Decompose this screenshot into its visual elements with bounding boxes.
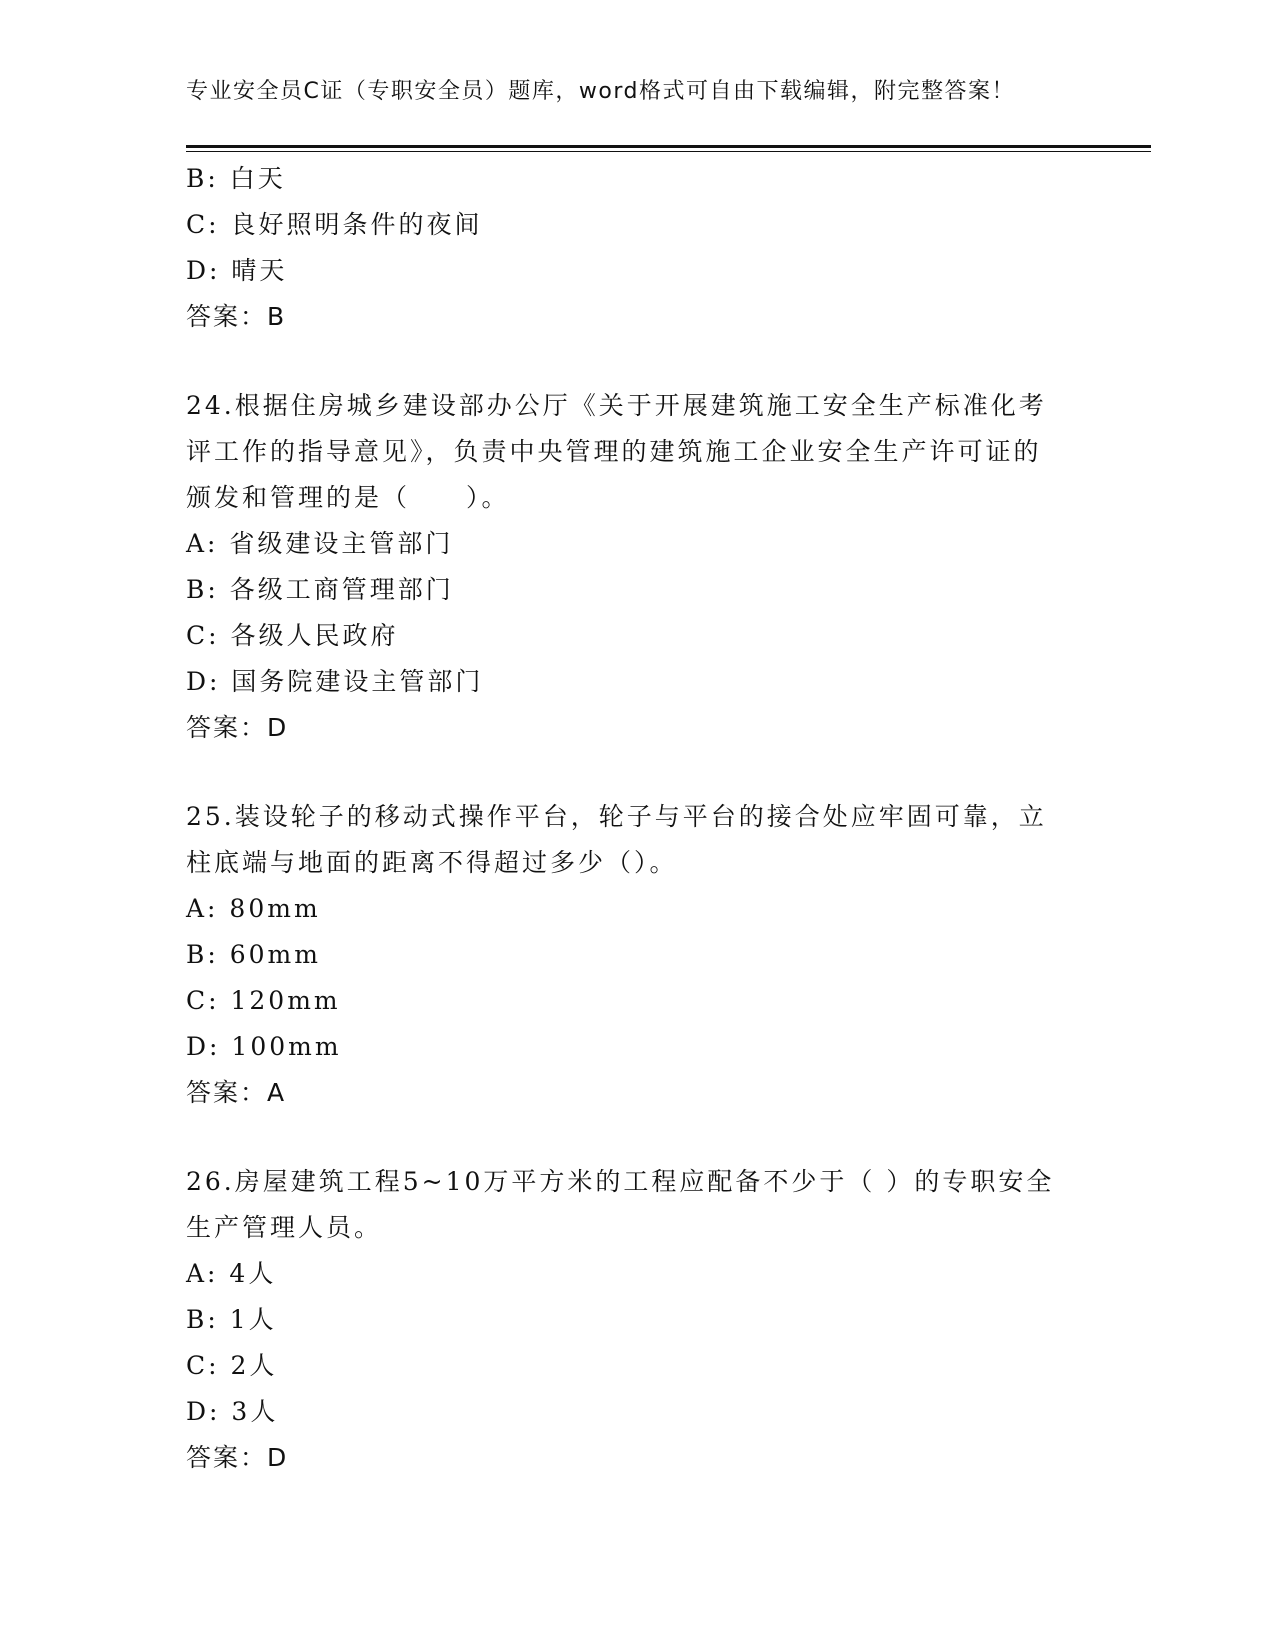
- prev-question-block: [186, 156, 1086, 340]
- option-d: D: 晴天: [186, 256, 288, 285]
- answer-label: 答案：D: [186, 1443, 289, 1472]
- question-content: [186, 156, 1086, 1481]
- question-25-block: [186, 794, 1086, 1116]
- option-d: D: 3人: [186, 1397, 279, 1426]
- option-d: D: 国务院建设主管部门: [186, 667, 484, 696]
- header-rule-thick: [186, 145, 1151, 148]
- question-text: 26.房屋建筑工程5~10万平方米的工程应配备不少于（ ）的专职安全生产管理人员。: [186, 1167, 1055, 1242]
- option-c: C: 良好照明条件的夜间: [186, 210, 483, 239]
- question-24-block: [186, 383, 1086, 751]
- option-b: B: 60mm: [186, 940, 321, 969]
- option-c: C: 120mm: [186, 986, 341, 1015]
- option-c: C: 各级人民政府: [186, 621, 399, 650]
- option-b: B: 1人: [186, 1305, 277, 1334]
- option-b: B: 白天: [186, 164, 286, 193]
- header-rule-thin: [186, 151, 1151, 152]
- question-text: 25.装设轮子的移动式操作平台，轮子与平台的接合处应牢固可靠，立柱底端与地面的距离不得超过多少（）。: [186, 802, 1047, 877]
- option-b: B: 各级工商管理部门: [186, 575, 454, 604]
- option-c: C: 2人: [186, 1351, 278, 1380]
- answer-label: 答案：B: [186, 302, 287, 331]
- page-header: 专业安全员C证（专职安全员）题库，word格式可自由下载编辑，附完整答案！: [186, 79, 1015, 104]
- answer-label: 答案：A: [186, 1078, 287, 1107]
- question-26-block: [186, 1159, 1086, 1481]
- option-a: A: 80mm: [186, 894, 321, 923]
- option-a: A: 4人: [186, 1259, 277, 1288]
- answer-label: 答案：D: [186, 713, 289, 742]
- question-text: 24.根据住房城乡建设部办公厅《关于开展建筑施工安全生产标准化考评工作的指导意见》，负责中央管理的建筑施工企业安全生产许可证的颁发和管理的是（ ）。: [186, 391, 1047, 512]
- option-a: A: 省级建设主管部门: [186, 529, 454, 558]
- option-d: D: 100mm: [186, 1032, 342, 1061]
